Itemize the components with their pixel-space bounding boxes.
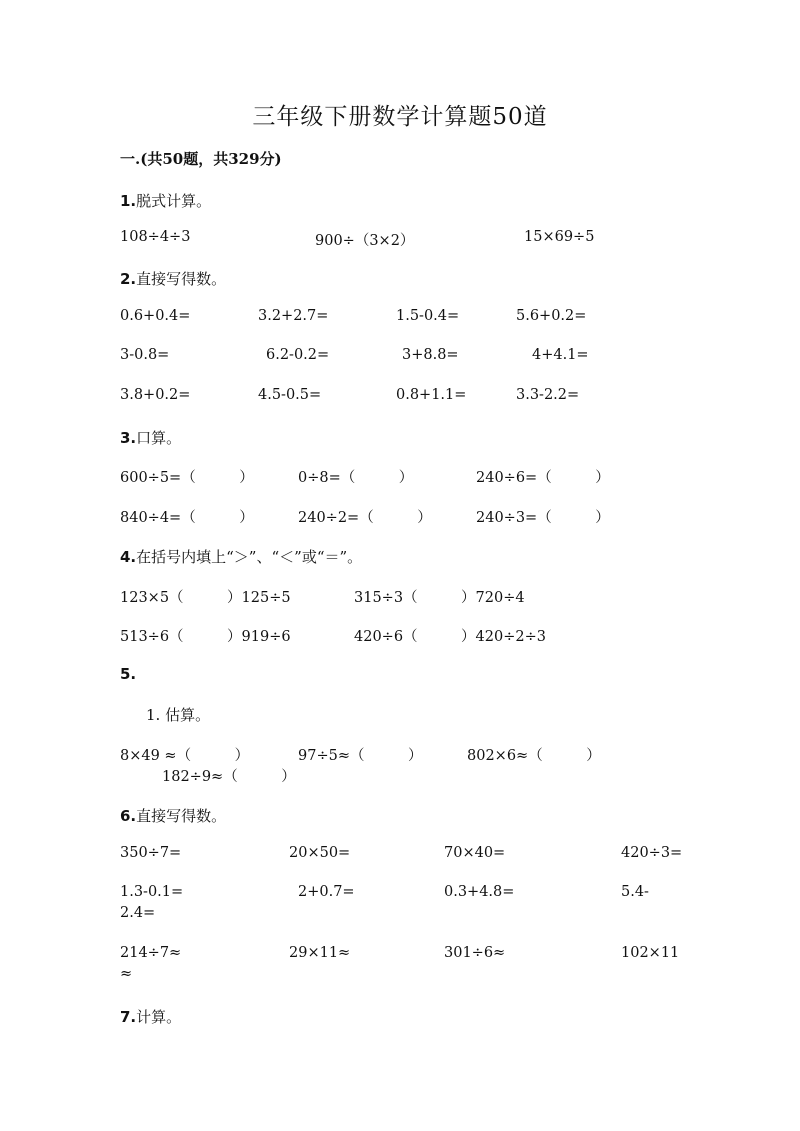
question-text: 计算。 bbox=[136, 1008, 182, 1026]
q3-item: 840÷4=（ ） bbox=[120, 510, 254, 526]
question-3-header bbox=[120, 427, 181, 448]
q5-item: 8×49 ≈（ ） bbox=[120, 748, 250, 764]
question-text: 在括号内填上“＞”、“＜”或“＝”。 bbox=[136, 548, 363, 566]
q3-item: 240÷2=（ ） bbox=[298, 510, 432, 526]
q6-item: 2+0.7= bbox=[298, 884, 355, 900]
q3-item: 240÷6=（ ） bbox=[476, 470, 610, 486]
q5-item: 97÷5≈（ ） bbox=[298, 748, 423, 764]
q6-item-wrap: ≈ bbox=[120, 966, 133, 982]
question-number: 1. bbox=[120, 192, 137, 210]
page-title: 三年级下册数学计算题50道 bbox=[252, 104, 548, 130]
q4-item: 420÷6（ ）420÷2÷3 bbox=[354, 629, 546, 645]
q6-item: 1.3-0.1= bbox=[120, 884, 184, 900]
question-text: 口算。 bbox=[136, 429, 182, 447]
section-header: 一.(共50题，共329分) bbox=[120, 150, 282, 168]
q5-item: 802×6≈（ ） bbox=[467, 748, 601, 764]
question-number: 6. bbox=[120, 807, 137, 825]
question-number: 3. bbox=[120, 429, 137, 447]
q3-item: 240÷3=（ ） bbox=[476, 510, 610, 526]
q6-item: 70×40= bbox=[444, 845, 506, 861]
question-text: 脱式计算。 bbox=[136, 192, 212, 210]
q2-item: 3.8+0.2= bbox=[120, 387, 191, 403]
question-7-header bbox=[120, 1006, 181, 1027]
q2-item: 5.6+0.2= bbox=[516, 308, 587, 324]
q2-item: 3.2+2.7= bbox=[258, 308, 329, 324]
q2-item: 0.6+0.4= bbox=[120, 308, 191, 324]
q4-item: 315÷3（ ）720÷4 bbox=[354, 590, 525, 606]
q2-item: 0.8+1.1= bbox=[396, 387, 467, 403]
q3-item: 0÷8=（ ） bbox=[298, 470, 414, 486]
q6-item: 20×50= bbox=[289, 845, 351, 861]
q2-item: 1.5-0.4= bbox=[396, 308, 460, 324]
q6-item: 29×11≈ bbox=[289, 945, 351, 961]
q2-item: 3+8.8= bbox=[402, 347, 459, 363]
q2-item: 4+4.1= bbox=[532, 347, 589, 363]
q6-item: 102×11 bbox=[621, 945, 680, 961]
question-5-header bbox=[120, 665, 136, 683]
q3-item: 600÷5=（ ） bbox=[120, 470, 254, 486]
q1-item: 900÷（3×2） bbox=[315, 233, 415, 249]
q6-item: 350÷7= bbox=[120, 845, 182, 861]
q6-item: 301÷6≈ bbox=[444, 945, 506, 961]
question-number: 4. bbox=[120, 548, 137, 566]
q5-subheading: 1. 估算。 bbox=[146, 706, 211, 724]
q2-item: 6.2-0.2= bbox=[266, 347, 330, 363]
question-text: 直接写得数。 bbox=[136, 270, 227, 288]
question-number: 2. bbox=[120, 270, 137, 288]
q6-item: 420÷3= bbox=[621, 845, 683, 861]
q2-item: 4.5-0.5= bbox=[258, 387, 322, 403]
q2-item: 3.3-2.2= bbox=[516, 387, 580, 403]
q6-item: 5.4- bbox=[621, 884, 649, 900]
q1-item: 15×69÷5 bbox=[524, 229, 595, 245]
q4-item: 513÷6（ ）919÷6 bbox=[120, 629, 291, 645]
question-1-header bbox=[120, 190, 211, 211]
question-2-header bbox=[120, 268, 226, 289]
q6-item: 0.3+4.8= bbox=[444, 884, 515, 900]
q6-item: 214÷7≈ bbox=[120, 945, 182, 961]
question-6-header bbox=[120, 805, 226, 826]
question-4-header bbox=[120, 546, 362, 567]
question-number: 5. bbox=[120, 665, 137, 683]
q5-item: 182÷9≈（ ） bbox=[162, 769, 296, 785]
q4-item: 123×5（ ）125÷5 bbox=[120, 590, 291, 606]
question-number: 7. bbox=[120, 1008, 137, 1026]
q2-item: 3-0.8= bbox=[120, 347, 170, 363]
q1-item: 108÷4÷3 bbox=[120, 229, 191, 245]
question-text: 直接写得数。 bbox=[136, 807, 227, 825]
q6-item-wrap: 2.4= bbox=[120, 905, 156, 921]
